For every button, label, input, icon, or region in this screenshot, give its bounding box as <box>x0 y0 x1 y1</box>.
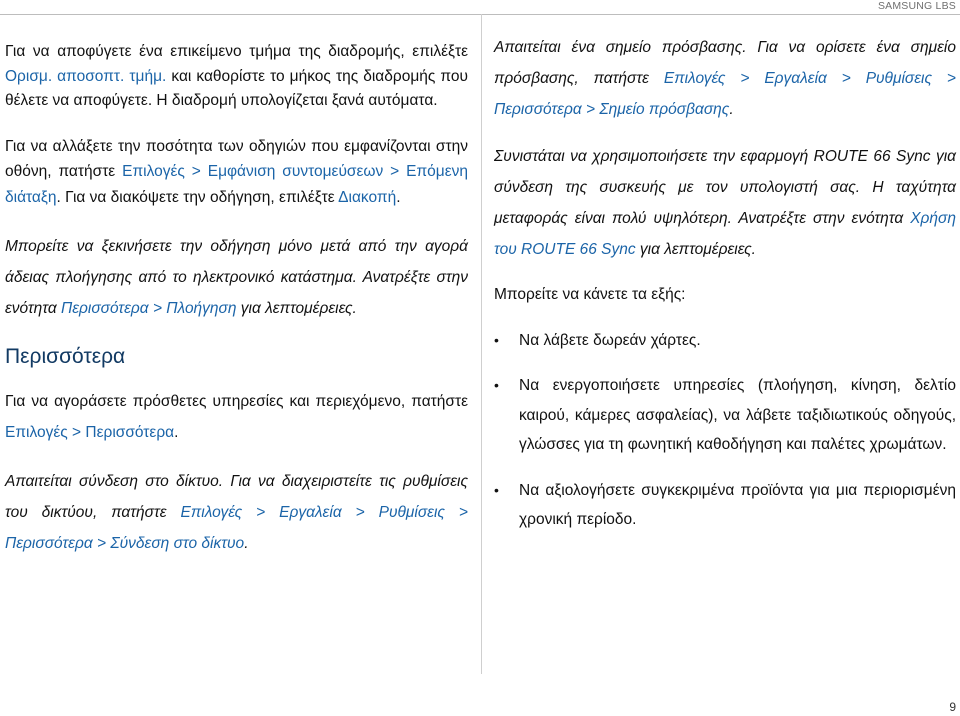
bullet-icon: • <box>494 377 499 393</box>
menu-link-route66-sync[interactable]: Χρήση του ROUTE 66 Sync <box>494 210 956 258</box>
paragraph-you-can: Μπορείτε να κάνετε τα εξής: <box>494 286 686 303</box>
brand-header: SAMSUNG LBS <box>877 0 956 12</box>
header-rule <box>0 14 960 15</box>
bullet-icon: • <box>494 331 499 348</box>
text: Για να αποφύγετε ένα επικείμενο τμήμα της διαδρομής, επιλέξτε <box>5 43 468 60</box>
page-number: 9 <box>949 700 956 714</box>
left-column <box>5 40 468 559</box>
text: και καθορίστε το μήκος της διαδρομής που θέλετε να αποφύγετε. Η διαδρομή υπολογίζεται ξανά αυτόματα. <box>5 67 468 109</box>
text: Απαιτείται σύνδεση στο δίκτυο. Για να διαχειριστείτε τις ρυθμίσεις του δικτύου, πατήστε <box>5 473 468 521</box>
paragraph-route66-sync <box>494 141 956 265</box>
text: . <box>396 188 401 206</box>
paragraph-access-point <box>494 32 956 125</box>
list-item-text: Να ενεργοποιήσετε υπηρεσίες (πλοήγηση, κίνηση, δελτίο καιρού, κάμερες ασφαλείας), να λάβετε ταξιδιωτικούς οδηγούς, γλώσσες για τη φωνητική καθοδήγηση και παλέτες χρωμάτων. <box>519 377 956 453</box>
text: . <box>174 424 179 441</box>
section-heading: Περισσότερα <box>5 345 126 368</box>
text: Για να αλλάξετε την ποσότητα των οδηγιών που εμφανίζονται στην οθόνη, πατήστε <box>5 137 468 180</box>
text: για λεπτομέρειες. <box>635 241 756 258</box>
paragraph-avoid-segment <box>5 40 468 114</box>
feature-list <box>494 326 956 535</box>
paragraph-buy-services <box>5 386 468 448</box>
column-divider <box>481 14 482 674</box>
text: . <box>729 101 734 118</box>
text: . <box>244 535 249 552</box>
list-item-text: Να λάβετε δωρεάν χάρτες. <box>519 331 701 349</box>
paragraph-network-note <box>5 466 468 559</box>
text: Για να αγοράσετε πρόσθετες υπηρεσίες και περιεχόμενο, πατήστε <box>5 393 468 410</box>
right-column <box>494 40 956 535</box>
menu-link-next-layout[interactable]: Επιλογές > Εμφάνιση συντομεύσεων > Επόμενη διάταξη <box>5 163 468 206</box>
text: για λεπτομέρειες. <box>236 300 357 317</box>
list-item <box>494 371 956 460</box>
menu-link-stop[interactable]: Διακοπή <box>338 188 397 206</box>
text: Μπορείτε να ξεκινήσετε την οδήγηση μόνο μετά από την αγορά άδειας πλοήγησης από το ηλεκτρονικό κατάστημα. Ανατρέξτε στην ενότητα <box>5 238 468 317</box>
menu-link-more[interactable]: Επιλογές > Περισσότερα <box>5 424 175 441</box>
menu-link-access-point[interactable]: Επιλογές > Εργαλεία > Ρυθμίσεις > Περισσότερα > Σημείο πρόσβασης <box>494 70 956 118</box>
text: Συνιστάται να χρησιμοποιήσετε την εφαρμογή ROUTE 66 Sync για σύνδεση της συσκευής με τον υπολογιστή σας. Η ταχύτητα μεταφοράς είναι πολύ υψηλότερη. Ανατρέξτε στην ενότητα <box>494 148 956 227</box>
list-item <box>494 476 956 535</box>
list-item-text: Να αξιολογήσετε συγκεκριμένα προϊόντα για μια περιορισμένη χρονική περίοδο. <box>519 481 956 528</box>
paragraph-license-note <box>5 231 468 324</box>
paragraph-instructions <box>5 134 468 211</box>
bullet-icon: • <box>494 481 499 498</box>
menu-link-network-connection[interactable]: Επιλογές > Εργαλεία > Ρυθμίσεις > Περισσότερα > Σύνδεση στο δίκτυο <box>5 504 468 552</box>
menu-link-more-navigation[interactable]: Περισσότερα > Πλοήγηση <box>60 300 237 317</box>
text: . Για να διακόψετε την οδήγηση, επιλέξτε <box>56 188 339 206</box>
text: Απαιτείται ένα σημείο πρόσβασης. Για να ορίσετε ένα σημείο πρόσβασης, πατήστε <box>494 39 956 87</box>
list-item <box>494 326 956 356</box>
menu-link-avoid-segment[interactable]: Ορισμ. αποσοπτ. τμήμ. <box>5 67 167 85</box>
